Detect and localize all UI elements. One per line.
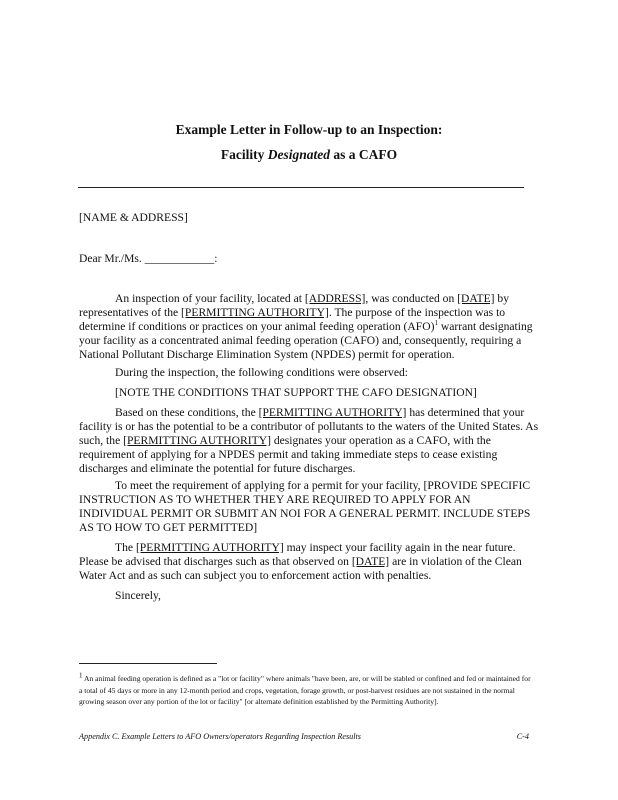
- subtitle-prefix: Facility: [220, 147, 268, 162]
- subtitle-suffix: as a CAFO: [330, 147, 398, 162]
- para6-text-c: are in violation of the Clean Water Act and as such can subject you to enforcement action with penalties.: [79, 555, 522, 582]
- para1-text-a: An inspection of your facility, located at: [115, 292, 305, 305]
- para3-text: [NOTE THE CONDITIONS THAT SUPPORT THE CAFO DESIGNATION]: [115, 386, 477, 399]
- salutation: Dear Mr./Ms. ____________:: [79, 252, 218, 265]
- para4-text-c: designates your operation as a CAFO, with the requirement of applying for a NPDES permit and taking immediate steps to cease existing discharges and eliminate the potential for future discharges.: [79, 434, 498, 475]
- para1-text-b: , was conducted on: [365, 292, 458, 305]
- para4-text-b: has determined that your facility is or has the potential to be a contributor of pollutants to the waters of the United States. As such, the: [79, 406, 539, 447]
- letter-title: Example Letter in Follow-up to an Inspection:: [175, 122, 443, 137]
- closing-text: Sincerely,: [115, 589, 161, 602]
- date-placeholder: [DATE]: [457, 292, 495, 305]
- para6-text-a: The: [115, 541, 136, 554]
- footnote-divider: [79, 663, 217, 664]
- para6-text-b: may inspect your facility again in the near future. Please be advised that discharges such as that observed on: [79, 541, 516, 568]
- para1-text-c: by representatives of the: [79, 292, 510, 319]
- para4-text-a: Based on these conditions, the: [115, 406, 259, 419]
- para5-text: To meet the requirement of applying for a permit for your facility, [PROVIDE SPECIFIC INSTRUCTION AS TO WHETHER THEY ARE REQUIRED TO APPLY FOR AN INDIVIDUAL PERMIT OR SUBMIT AN NOI FOR A GENERAL PERMIT. INCLUDE STEPS AS TO HOW TO GET PERMITTED]: [79, 479, 531, 534]
- footer-appendix-title: Appendix C. Example Letters to AFO Owners/operators Regarding Inspection Results: [79, 732, 361, 741]
- paragraph-permit-instructions: [79, 479, 539, 535]
- paragraph-reinspection: [79, 541, 539, 583]
- paragraph-observed: [79, 366, 539, 380]
- para2-text: During the inspection, the following conditions were observed:: [115, 366, 409, 379]
- para1-text-d: . The purpose of the inspection was to determine if conditions or practices on your animal feeding operation (AFO): [79, 306, 506, 333]
- footnote-ref: 1: [434, 319, 438, 328]
- paragraph-determination: [79, 406, 539, 476]
- footnote-number: 1: [79, 671, 83, 680]
- name-address-placeholder: [NAME & ADDRESS]: [79, 211, 188, 224]
- date-placeholder: [DATE]: [351, 555, 390, 568]
- authority-placeholder: [PERMITTING AUTHORITY]: [123, 434, 271, 447]
- title-divider: [78, 187, 524, 188]
- para1-text-e: warrant designating your facility as a concentrated animal feeding operation (CAFO) and, consequently, requiring a National Pollutant Discharge Elimination System (NPDES) permit for operation.: [79, 320, 533, 361]
- subtitle-italic: Designated: [267, 147, 330, 162]
- closing: [79, 589, 539, 603]
- address-placeholder: [ADDRESS]: [304, 292, 366, 305]
- paragraph-conditions-note: [79, 386, 539, 400]
- paragraph-inspection: [79, 292, 539, 362]
- footnote-text: An animal feeding operation is defined as a "lot or facility" where animals "have been, are, or will be stabled or confined and fed or maintained for a total of 45 days or more in any 12-month period and crops, vegetation, forage growth, or post-harvest residues are not sustained in the normal growing season over any portion of the lot or facility" [or alternate definition established by the Permitting Authority].: [79, 674, 531, 706]
- letter-subtitle: [0, 147, 618, 163]
- page-number: C-4: [516, 732, 529, 741]
- footnote: [79, 673, 531, 708]
- authority-placeholder: [PERMITTING AUTHORITY]: [181, 306, 329, 319]
- authority-placeholder: [PERMITTING AUTHORITY]: [258, 406, 407, 419]
- authority-placeholder: [PERMITTING AUTHORITY]: [135, 541, 284, 554]
